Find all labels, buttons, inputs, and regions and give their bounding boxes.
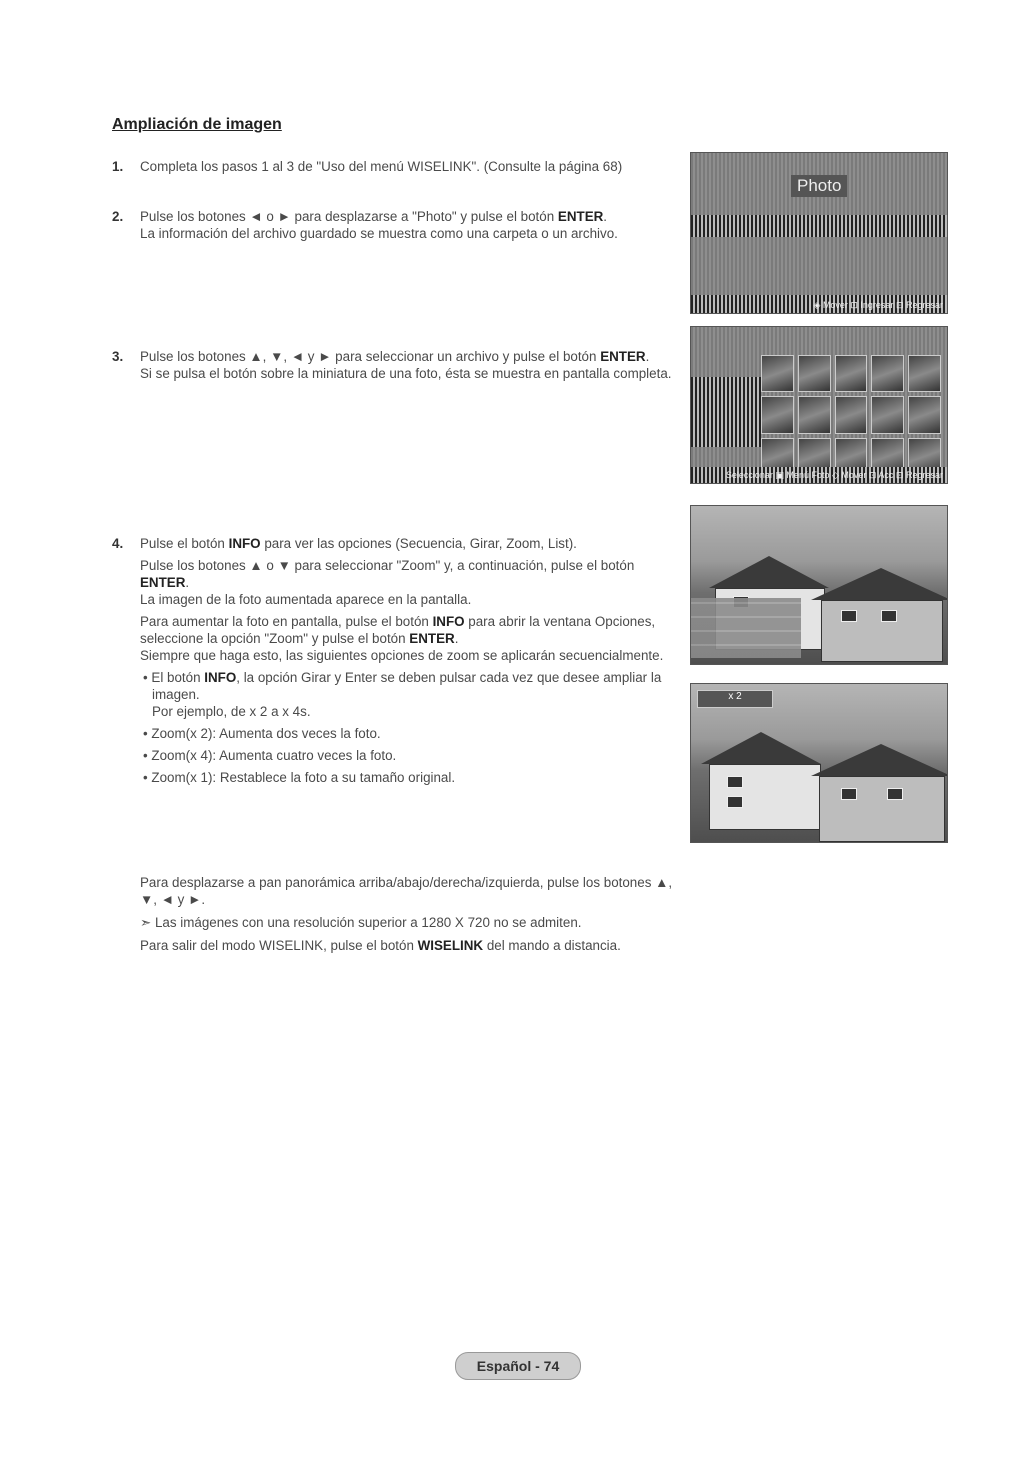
step-2	[112, 208, 672, 247]
thumbnail	[835, 355, 868, 392]
step-number: 4.	[112, 536, 124, 551]
exit-instruction: Para salir del modo WISELINK, pulse el botón WISELINK del mando a distancia.	[140, 938, 621, 953]
thumbnail	[908, 396, 941, 433]
pan-instruction: Para desplazarse a pan panorámica arriba/abajo/derecha/izquierda, pulse los botones ▲, ▼, ◄ y ►.	[140, 875, 673, 907]
house-roof	[811, 744, 948, 776]
screenshot-photo-thumbnails	[690, 326, 948, 484]
step-text: Completa los pasos 1 al 3 de "Uso del menú WISELINK". (Consulte la página 68)	[140, 159, 623, 174]
screenshot-photo-options	[690, 505, 948, 665]
thumbnail	[871, 355, 904, 392]
bullet-item: • Zoom(x 1): Restablece la foto a su tamaño original.	[143, 770, 456, 785]
bullet-item: • Zoom(x 4): Aumenta cuatro veces la foto.	[143, 748, 397, 763]
zoom-level-badge: x 2	[697, 690, 773, 708]
house-window	[727, 776, 743, 788]
step-text: Pulse los botones ◄ o ► para desplazarse a "Photo" y pulse el botón ENTER.	[140, 209, 608, 224]
house-roof	[811, 568, 948, 600]
step-note: La información del archivo guardado se muestra como una carpeta o un archivo.	[140, 226, 618, 241]
resolution-note: ➣ Las imágenes con una resolución superior a 1280 X 720 no se admiten.	[140, 915, 582, 930]
thumbnail	[798, 396, 831, 433]
house-building	[819, 776, 945, 842]
step-number: 1.	[112, 159, 124, 174]
house-window	[727, 796, 743, 808]
house-window	[841, 610, 857, 622]
step-note: Si se pulsa el botón sobre la miniatura de una foto, ésta se muestra en pantalla completa.	[140, 366, 672, 381]
step-text: Pulse los botones ▲, ▼, ◄ y ► para seleccionar un archivo y pulse el botón ENTER.	[140, 349, 650, 364]
step-text: Pulse los botones ▲ o ▼ para seleccionar "Zoom" y, a continuación, pulse el botón ENTER. La imagen de la foto aumentada aparece en la pantalla.	[140, 558, 635, 607]
step-number: 3.	[112, 349, 124, 364]
step-4	[112, 535, 672, 791]
house-window	[841, 788, 857, 800]
step-1	[112, 158, 672, 180]
thumbnail	[761, 396, 794, 433]
page-footer: Español - 74	[455, 1352, 581, 1380]
house-roof	[701, 732, 821, 764]
step-3	[112, 348, 672, 387]
menu-stripe	[691, 215, 947, 237]
screenshot-wiselink-menu	[690, 152, 948, 314]
thumb-bar-text: Seleccionar ▣ Menú Foto ◇ Mover ⊡ Acc ⊡ Regresar	[725, 470, 943, 480]
closing-notes	[140, 874, 680, 960]
menu-bar-text: ◈ Mover ⊡ Ingresar ⊡ Regresar	[813, 300, 943, 310]
step-text: Para aumentar la foto en pantalla, pulse el botón INFO para abrir la ventana Opciones, seleccione la opción "Zoom" y pulse el botón ENTER. Siempre que haga esto, las siguientes opciones de zoom se aplicarán secuencialmente.	[140, 614, 664, 663]
photo-menu-label: Photo	[791, 175, 847, 197]
thumbnail-grid	[761, 355, 941, 475]
thumbnail	[835, 396, 868, 433]
step-number: 2.	[112, 209, 124, 224]
thumbnail	[908, 355, 941, 392]
house-window	[881, 610, 897, 622]
thumbnail	[798, 355, 831, 392]
thumb-stripe	[691, 377, 761, 447]
step-text: Pulse el botón INFO para ver las opciones (Secuencia, Girar, Zoom, List).	[140, 536, 577, 551]
thumbnail	[761, 355, 794, 392]
section-title: Ampliación de imagen	[112, 116, 282, 133]
thumbnail	[871, 396, 904, 433]
house-building	[709, 764, 821, 830]
screenshot-photo-zoom	[690, 683, 948, 843]
house-window	[887, 788, 903, 800]
bullet-item: • Zoom(x 2): Aumenta dos veces la foto.	[143, 726, 381, 741]
options-panel	[691, 598, 801, 658]
bullet-item: • El botón INFO, la opción Girar y Enter se deben pulsar cada vez que desee ampliar la imagen. Por ejemplo, de x 2 a x 4s.	[143, 670, 662, 719]
